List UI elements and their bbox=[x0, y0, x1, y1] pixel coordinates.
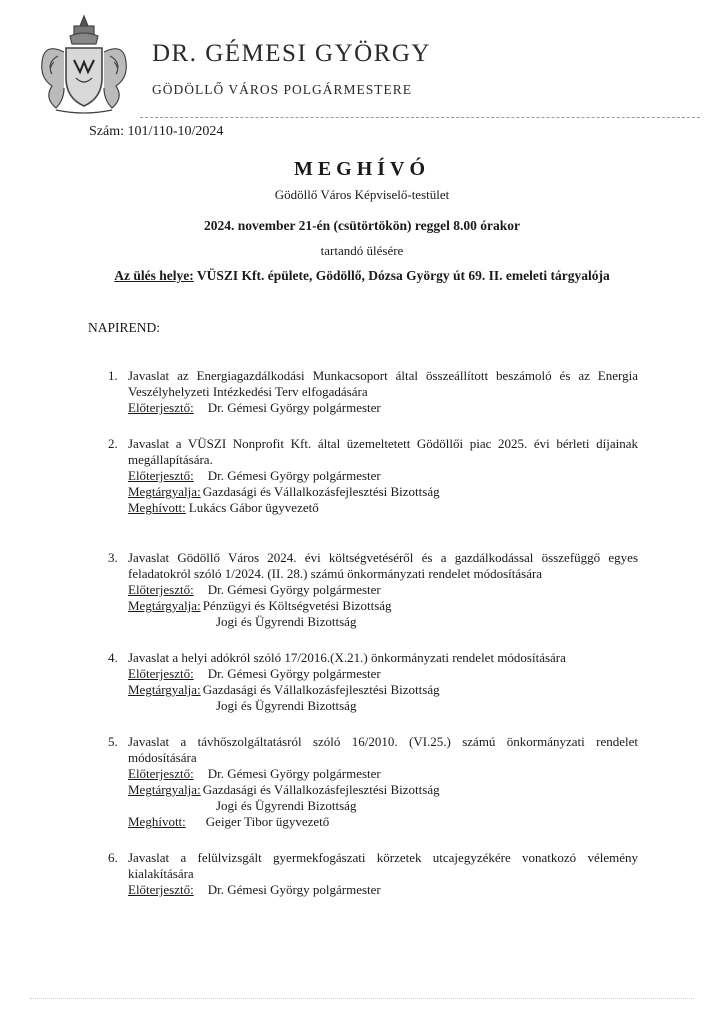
role-value: Dr. Gémesi György polgármester bbox=[207, 400, 381, 415]
footer-divider bbox=[30, 998, 694, 999]
item-number: 6. bbox=[108, 850, 118, 865]
reference-number: Szám: 101/110-10/2024 bbox=[89, 124, 224, 139]
role-label: Előterjesztő: bbox=[128, 468, 194, 483]
venue-line bbox=[0, 268, 724, 284]
role-value: Dr. Gémesi György polgármester bbox=[207, 582, 381, 597]
role-label: Meghívott: bbox=[128, 814, 186, 829]
role-value: Dr. Gémesi György polgármester bbox=[207, 766, 381, 781]
role-label: Megtárgyalja: bbox=[128, 484, 201, 499]
committee-row bbox=[128, 698, 638, 714]
guest-row bbox=[128, 500, 638, 516]
document-title: MEGHÍVÓ bbox=[293, 158, 431, 180]
body-name: Gödöllő Város Képviselő-testület bbox=[274, 187, 450, 202]
role-label: Megtárgyalja: bbox=[128, 682, 201, 697]
presenter-row bbox=[128, 582, 638, 598]
presenter-row bbox=[128, 468, 638, 484]
presenter-row bbox=[128, 400, 638, 416]
item-number: 1. bbox=[108, 368, 118, 383]
item-number: 3. bbox=[108, 550, 118, 565]
venue-label: Az ülés helye: bbox=[114, 268, 194, 283]
role-value: Dr. Gémesi György polgármester bbox=[207, 468, 381, 483]
item-text: Javaslat a VÜSZI Nonprofit Kft. által üzemeltetett Gödöllői piac 2025. évi bérleti díjainak megállapítására. bbox=[128, 436, 638, 467]
item-text: Javaslat a helyi adókról szóló 17/2016.(X.21.) önkormányzati rendelet módosítására bbox=[128, 650, 566, 665]
guest-row bbox=[128, 814, 638, 830]
role-label: Meghívott: bbox=[128, 500, 186, 515]
session-label: tartandó ülésére bbox=[320, 243, 404, 258]
presenter-row bbox=[128, 666, 638, 682]
presenter-row bbox=[128, 766, 638, 782]
item-text: Javaslat Gödöllő Város 2024. évi költségvetéséről és a gazdálkodással összefüggő egyes feladatokról szóló 1/2024. (II. 28.) számú önkormányzati rendelet módosítására bbox=[128, 550, 638, 581]
item-text: Javaslat az Energiagazdálkodási Munkacsoport által összeállított beszámoló és az Energia Veszélyhelyzeti Intézkedési Terv elfogadására bbox=[128, 368, 638, 399]
discussed-by-row bbox=[128, 782, 638, 798]
agenda-item bbox=[108, 650, 638, 714]
role-label: Előterjesztő: bbox=[128, 882, 194, 897]
item-number: 2. bbox=[108, 436, 118, 451]
role-label: Előterjesztő: bbox=[128, 766, 194, 781]
role-label: Előterjesztő: bbox=[128, 666, 194, 681]
agenda-item bbox=[108, 734, 638, 830]
role-value: Lukács Gábor ügyvezető bbox=[188, 500, 319, 515]
role-label: Előterjesztő: bbox=[128, 582, 194, 597]
role-value: Jogi és Ügyrendi Bizottság bbox=[216, 698, 357, 713]
agenda-heading: NAPIREND: bbox=[88, 320, 161, 335]
role-value: Dr. Gémesi György polgármester bbox=[207, 666, 381, 681]
role-value: Pénzügyi és Költségvetési Bizottság bbox=[202, 598, 392, 613]
discussed-by-row bbox=[128, 484, 638, 500]
agenda-item bbox=[108, 436, 638, 516]
discussed-by-row bbox=[128, 682, 638, 698]
agenda-item bbox=[108, 550, 638, 630]
role-value: Gazdasági és Vállalkozásfejlesztési Bizottság bbox=[202, 484, 440, 499]
role-label: Megtárgyalja: bbox=[128, 782, 201, 797]
header-divider bbox=[140, 117, 700, 118]
role-value: Dr. Gémesi György polgármester bbox=[207, 882, 381, 897]
item-number: 4. bbox=[108, 650, 118, 665]
role-value: Gazdasági és Vállalkozásfejlesztési Bizottság bbox=[202, 782, 440, 797]
role-value: Geiger Tibor ügyvezető bbox=[205, 814, 330, 829]
committee-row bbox=[128, 798, 638, 814]
role-value: Jogi és Ügyrendi Bizottság bbox=[216, 614, 357, 629]
role-value: Gazdasági és Vállalkozásfejlesztési Bizottság bbox=[202, 682, 440, 697]
role-label: Előterjesztő: bbox=[128, 400, 194, 415]
mayor-title: GÖDÖLLŐ VÁROS POLGÁRMESTERE bbox=[152, 82, 413, 97]
agenda-item bbox=[108, 850, 638, 898]
role-value: Jogi és Ügyrendi Bizottság bbox=[216, 798, 357, 813]
item-text: Javaslat a felülvizsgált gyermekfogászati körzetek utcajegyzékére vonatkozó vélemény kialakítására bbox=[128, 850, 638, 881]
committee-row bbox=[128, 614, 638, 630]
presenter-row bbox=[128, 882, 638, 898]
agenda-item bbox=[108, 368, 638, 416]
meeting-date: 2024. november 21-én (csütörtökön) reggel 8.00 órakor bbox=[204, 218, 520, 233]
item-text: Javaslat a távhőszolgáltatásról szóló 16/2010. (VI.25.) számú önkormányzati rendelet módosítására bbox=[128, 734, 638, 765]
mayor-name: DR. GÉMESI GYÖRGY bbox=[152, 40, 431, 67]
agenda-list bbox=[108, 368, 638, 898]
venue-text: VÜSZI Kft. épülete, Gödöllő, Dózsa György út 69. II. emeleti tárgyalója bbox=[193, 268, 610, 283]
item-number: 5. bbox=[108, 734, 118, 749]
coat-of-arms-icon bbox=[34, 12, 134, 118]
role-label: Megtárgyalja: bbox=[128, 598, 201, 613]
discussed-by-row bbox=[128, 598, 638, 614]
